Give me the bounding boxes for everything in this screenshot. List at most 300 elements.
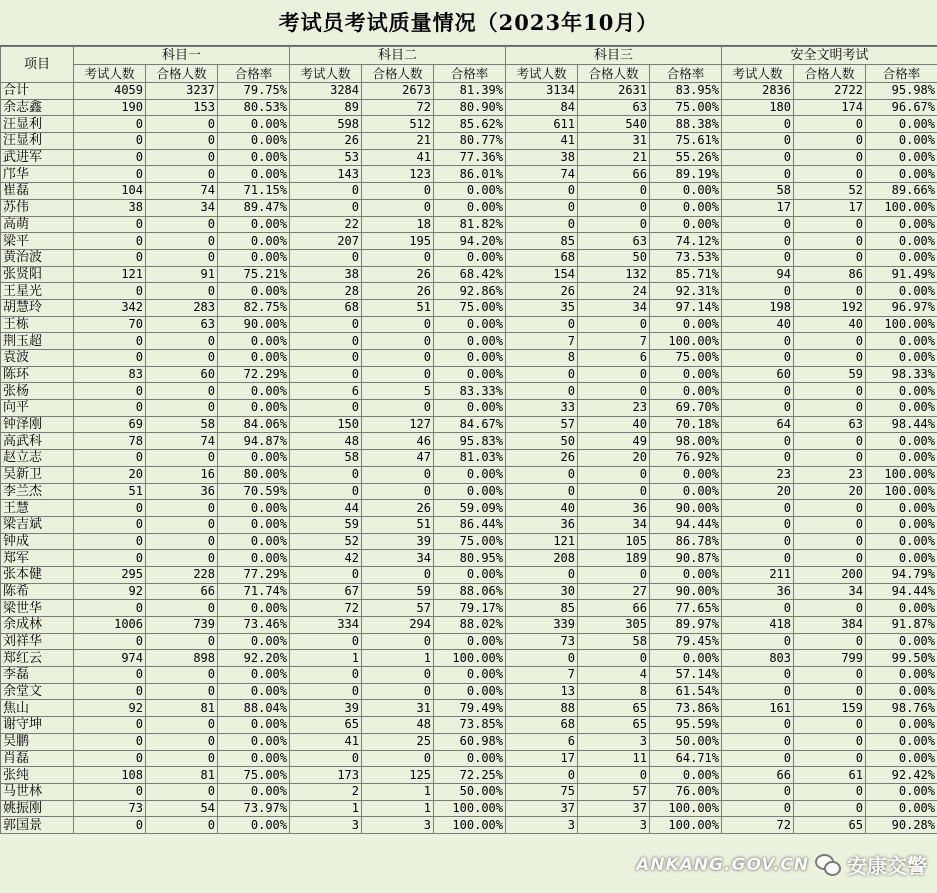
- table-cell: 5: [362, 383, 434, 400]
- table-cell: 189: [578, 550, 650, 567]
- table-cell: 100.00%: [866, 199, 937, 216]
- table-cell: 94.87%: [218, 433, 290, 450]
- table-cell: 153: [146, 99, 218, 116]
- row-label: 余志鑫: [1, 99, 74, 116]
- table-cell: 21: [578, 149, 650, 166]
- table-row: [1, 133, 937, 150]
- table-cell: 7: [506, 667, 578, 684]
- table-cell: 3: [578, 817, 650, 834]
- table-cell: 127: [362, 416, 434, 433]
- table-cell: 161: [722, 700, 794, 717]
- table-cell: 3: [578, 733, 650, 750]
- table-cell: 23: [722, 466, 794, 483]
- table-cell: 0: [722, 500, 794, 517]
- table-cell: 100.00%: [866, 466, 937, 483]
- group-header-subject1: 科目一: [74, 47, 290, 65]
- table-cell: 27: [578, 583, 650, 600]
- table-cell: 8: [578, 683, 650, 700]
- table-cell: 72.29%: [218, 366, 290, 383]
- table-cell: 94.20%: [434, 233, 506, 250]
- table-cell: 0: [794, 717, 866, 734]
- table-row: [1, 116, 937, 133]
- table-cell: 92.86%: [434, 283, 506, 300]
- row-label: 吴鹏: [1, 733, 74, 750]
- table-cell: 75.00%: [434, 299, 506, 316]
- table-cell: 84.06%: [218, 416, 290, 433]
- table-cell: 99.50%: [866, 650, 937, 667]
- table-cell: 0.00%: [650, 183, 722, 200]
- table-row: [1, 717, 937, 734]
- table-cell: 0: [722, 450, 794, 467]
- table-cell: 17: [506, 750, 578, 767]
- table-cell: 37: [506, 800, 578, 817]
- table-cell: 0: [722, 633, 794, 650]
- table-cell: 0: [74, 783, 146, 800]
- table-cell: 1: [290, 650, 362, 667]
- table-cell: 2722: [794, 83, 866, 100]
- table-cell: 50: [578, 249, 650, 266]
- table-cell: 0: [74, 333, 146, 350]
- row-label: 向平: [1, 400, 74, 417]
- table-cell: 0: [146, 116, 218, 133]
- table-cell: 44: [290, 500, 362, 517]
- table-cell: 0.00%: [218, 600, 290, 617]
- table-cell: 211: [722, 566, 794, 583]
- table-cell: 121: [74, 266, 146, 283]
- table-cell: 295: [74, 566, 146, 583]
- table-cell: 82.75%: [218, 299, 290, 316]
- table-cell: 0: [362, 633, 434, 650]
- table-cell: 79.45%: [650, 633, 722, 650]
- table-cell: 0.00%: [218, 516, 290, 533]
- table-cell: 59.09%: [434, 500, 506, 517]
- table-row: [1, 249, 937, 266]
- table-cell: 30: [506, 583, 578, 600]
- table-cell: 0: [74, 717, 146, 734]
- subheader-cell: 合格率: [218, 65, 290, 83]
- table-cell: 0.00%: [218, 450, 290, 467]
- row-label: 高武科: [1, 433, 74, 450]
- table-cell: 89.19%: [650, 166, 722, 183]
- row-label: 高萌: [1, 216, 74, 233]
- table-cell: 36: [146, 483, 218, 500]
- table-cell: 0: [506, 183, 578, 200]
- table-row: [1, 166, 937, 183]
- table-cell: 0.00%: [218, 233, 290, 250]
- table-cell: 90.28%: [866, 817, 937, 834]
- table-cell: 6: [578, 350, 650, 367]
- table-cell: 0: [794, 383, 866, 400]
- row-label: 陈环: [1, 366, 74, 383]
- table-cell: 0: [506, 483, 578, 500]
- table-cell: 91.87%: [866, 617, 937, 634]
- table-cell: 0.00%: [434, 667, 506, 684]
- table-cell: 68.42%: [434, 266, 506, 283]
- table-cell: 0: [794, 600, 866, 617]
- table-cell: 59: [290, 516, 362, 533]
- exam-quality-table: [0, 46, 937, 834]
- table-cell: 0: [290, 667, 362, 684]
- table-cell: 192: [794, 299, 866, 316]
- table-cell: 0: [578, 650, 650, 667]
- table-cell: 23: [794, 466, 866, 483]
- table-row: [1, 350, 937, 367]
- table-cell: 79.49%: [434, 700, 506, 717]
- table-cell: 86.44%: [434, 516, 506, 533]
- table-cell: 57: [578, 783, 650, 800]
- table-cell: 85: [506, 233, 578, 250]
- table-cell: 51: [362, 516, 434, 533]
- table-cell: 0: [74, 149, 146, 166]
- table-cell: 36: [506, 516, 578, 533]
- table-cell: 0: [794, 350, 866, 367]
- table-cell: 66: [578, 166, 650, 183]
- table-cell: 0: [722, 216, 794, 233]
- table-cell: 100.00%: [866, 483, 937, 500]
- table-cell: 38: [74, 199, 146, 216]
- table-cell: 66: [578, 600, 650, 617]
- table-cell: 75.00%: [650, 350, 722, 367]
- table-cell: 63: [578, 99, 650, 116]
- table-cell: 3284: [290, 83, 362, 100]
- table-cell: 26: [290, 133, 362, 150]
- table-cell: 92.20%: [218, 650, 290, 667]
- table-cell: 90.00%: [218, 316, 290, 333]
- table-cell: 0: [794, 800, 866, 817]
- table-cell: 100.00%: [434, 650, 506, 667]
- table-cell: 83.33%: [434, 383, 506, 400]
- table-cell: 83: [74, 366, 146, 383]
- table-cell: 77.29%: [218, 566, 290, 583]
- table-cell: 3: [506, 817, 578, 834]
- table-cell: 41: [362, 149, 434, 166]
- table-cell: 86.01%: [434, 166, 506, 183]
- table-cell: 34: [578, 516, 650, 533]
- table-cell: 0: [506, 566, 578, 583]
- table-cell: 0.00%: [218, 500, 290, 517]
- subheader-cell: 考试人数: [74, 65, 146, 83]
- table-cell: 100.00%: [434, 817, 506, 834]
- table-cell: 0: [722, 133, 794, 150]
- table-cell: 69: [74, 416, 146, 433]
- table-cell: 0.00%: [866, 350, 937, 367]
- table-cell: 0: [362, 400, 434, 417]
- table-cell: 0: [794, 533, 866, 550]
- table-cell: 36: [722, 583, 794, 600]
- table-cell: 384: [794, 617, 866, 634]
- row-label: 余堂文: [1, 683, 74, 700]
- table-cell: 0.00%: [866, 683, 937, 700]
- table-cell: 86.78%: [650, 533, 722, 550]
- table-cell: 0: [722, 600, 794, 617]
- table-cell: 79.75%: [218, 83, 290, 100]
- table-cell: 98.76%: [866, 700, 937, 717]
- table-cell: 0: [74, 533, 146, 550]
- table-cell: 0.00%: [866, 283, 937, 300]
- table-cell: 0: [362, 333, 434, 350]
- table-cell: 8: [506, 350, 578, 367]
- table-cell: 0: [74, 500, 146, 517]
- table-cell: 0: [362, 483, 434, 500]
- table-cell: 0: [290, 350, 362, 367]
- table-cell: 0: [794, 633, 866, 650]
- table-row: [1, 550, 937, 567]
- table-cell: 0: [578, 483, 650, 500]
- table-cell: 198: [722, 299, 794, 316]
- table-cell: 123: [362, 166, 434, 183]
- row-label: 谢守坤: [1, 717, 74, 734]
- table-cell: 73.46%: [218, 617, 290, 634]
- row-label: 汪显利: [1, 116, 74, 133]
- table-row: [1, 400, 937, 417]
- table-row: [1, 83, 937, 100]
- table-cell: 0: [146, 633, 218, 650]
- table-cell: 0: [146, 550, 218, 567]
- table-cell: 0: [506, 199, 578, 216]
- table-cell: 0.00%: [866, 400, 937, 417]
- table-cell: 0: [362, 750, 434, 767]
- table-cell: 0: [74, 550, 146, 567]
- page-title: 考试员考试质量情况（2023年10月）: [0, 0, 937, 46]
- table-cell: 0.00%: [218, 533, 290, 550]
- table-cell: 72: [362, 99, 434, 116]
- table-row: [1, 316, 937, 333]
- table-cell: 0: [74, 383, 146, 400]
- table-cell: 0: [146, 400, 218, 417]
- table-cell: 0: [146, 249, 218, 266]
- table-row: [1, 650, 937, 667]
- table-cell: 0: [794, 683, 866, 700]
- table-cell: 68: [506, 249, 578, 266]
- table-cell: 73.97%: [218, 800, 290, 817]
- table-cell: 0: [506, 316, 578, 333]
- table-cell: 89.66%: [866, 183, 937, 200]
- table-cell: 69.70%: [650, 400, 722, 417]
- group-header-subject3: 科目三: [506, 47, 722, 65]
- table-cell: 0: [722, 249, 794, 266]
- table-cell: 95.59%: [650, 717, 722, 734]
- table-cell: 0: [722, 550, 794, 567]
- table-cell: 0.00%: [218, 166, 290, 183]
- table-cell: 0: [290, 566, 362, 583]
- row-label: 邝华: [1, 166, 74, 183]
- table-cell: 20: [722, 483, 794, 500]
- table-row: [1, 566, 937, 583]
- table-cell: 174: [794, 99, 866, 116]
- table-cell: 0: [362, 466, 434, 483]
- row-label: 焦山: [1, 700, 74, 717]
- table-cell: 418: [722, 617, 794, 634]
- table-cell: 0: [794, 116, 866, 133]
- table-cell: 13: [506, 683, 578, 700]
- row-label: 郑军: [1, 550, 74, 567]
- table-cell: 0.00%: [218, 249, 290, 266]
- table-cell: 0.00%: [866, 516, 937, 533]
- table-cell: 83.95%: [650, 83, 722, 100]
- table-cell: 20: [578, 450, 650, 467]
- row-label: 崔磊: [1, 183, 74, 200]
- table-cell: 0: [146, 683, 218, 700]
- table-cell: 74.12%: [650, 233, 722, 250]
- subheader-cell: 合格率: [866, 65, 937, 83]
- table-cell: 0.00%: [650, 366, 722, 383]
- table-row: [1, 199, 937, 216]
- table-cell: 0: [362, 350, 434, 367]
- table-cell: 0.00%: [434, 199, 506, 216]
- table-cell: 0: [362, 249, 434, 266]
- watermark-site: ANKANG.GOV.CN: [636, 854, 809, 875]
- table-cell: 65: [794, 817, 866, 834]
- table-cell: 0.00%: [866, 433, 937, 450]
- table-cell: 57.14%: [650, 667, 722, 684]
- table-cell: 0: [74, 116, 146, 133]
- table-cell: 58: [578, 633, 650, 650]
- table-cell: 0: [74, 733, 146, 750]
- table-cell: 0: [74, 683, 146, 700]
- table-cell: 0: [146, 149, 218, 166]
- table-cell: 143: [290, 166, 362, 183]
- table-cell: 39: [290, 700, 362, 717]
- row-label: 荆玉超: [1, 333, 74, 350]
- table-cell: 76.92%: [650, 450, 722, 467]
- table-cell: 61.54%: [650, 683, 722, 700]
- row-label: 刘祥华: [1, 633, 74, 650]
- table-cell: 0.00%: [866, 550, 937, 567]
- table-cell: 37: [578, 800, 650, 817]
- table-cell: 100.00%: [650, 333, 722, 350]
- table-cell: 0.00%: [218, 717, 290, 734]
- table-cell: 84.67%: [434, 416, 506, 433]
- table-cell: 74: [506, 166, 578, 183]
- table-cell: 0.00%: [218, 817, 290, 834]
- table-cell: 0.00%: [218, 550, 290, 567]
- table-cell: 228: [146, 566, 218, 583]
- table-cell: 2: [290, 783, 362, 800]
- table-cell: 48: [290, 433, 362, 450]
- table-cell: 18: [362, 216, 434, 233]
- table-cell: 0: [146, 667, 218, 684]
- table-cell: 64: [722, 416, 794, 433]
- table-cell: 0: [794, 667, 866, 684]
- table-cell: 75.00%: [218, 767, 290, 784]
- table-cell: 108: [74, 767, 146, 784]
- table-cell: 0: [74, 350, 146, 367]
- table-cell: 0: [794, 333, 866, 350]
- table-cell: 0: [146, 717, 218, 734]
- table-cell: 0: [794, 550, 866, 567]
- table-cell: 57: [506, 416, 578, 433]
- subheader-cell: 合格率: [434, 65, 506, 83]
- table-cell: 34: [146, 199, 218, 216]
- table-cell: 0.00%: [650, 316, 722, 333]
- row-label: 钟泽刚: [1, 416, 74, 433]
- table-cell: 81: [146, 767, 218, 784]
- table-cell: 94.79%: [866, 566, 937, 583]
- table-cell: 26: [506, 283, 578, 300]
- table-cell: 0.00%: [434, 750, 506, 767]
- table-row: [1, 667, 937, 684]
- table-row: [1, 299, 937, 316]
- row-label: 张杨: [1, 383, 74, 400]
- table-cell: 0.00%: [866, 249, 937, 266]
- table-cell: 121: [506, 533, 578, 550]
- table-cell: 154: [506, 266, 578, 283]
- table-cell: 0: [146, 783, 218, 800]
- table-cell: 73.85%: [434, 717, 506, 734]
- table-cell: 739: [146, 617, 218, 634]
- table-cell: 342: [74, 299, 146, 316]
- table-cell: 58: [722, 183, 794, 200]
- table-cell: 96.97%: [866, 299, 937, 316]
- table-cell: 0.00%: [434, 400, 506, 417]
- table-cell: 31: [578, 133, 650, 150]
- table-cell: 132: [578, 266, 650, 283]
- table-cell: 974: [74, 650, 146, 667]
- table-row: [1, 466, 937, 483]
- table-cell: 80.53%: [218, 99, 290, 116]
- table-cell: 7: [578, 333, 650, 350]
- table-cell: 0.00%: [218, 667, 290, 684]
- table-cell: 76.00%: [650, 783, 722, 800]
- table-cell: 125: [362, 767, 434, 784]
- table-cell: 88.02%: [434, 617, 506, 634]
- table-cell: 0.00%: [650, 199, 722, 216]
- table-cell: 88.04%: [218, 700, 290, 717]
- table-cell: 207: [290, 233, 362, 250]
- table-cell: 16: [146, 466, 218, 483]
- table-row: [1, 767, 937, 784]
- row-label: 张贤阳: [1, 266, 74, 283]
- row-label: 吴新卫: [1, 466, 74, 483]
- table-cell: 73.86%: [650, 700, 722, 717]
- table-cell: 1: [362, 783, 434, 800]
- table-cell: 89.47%: [218, 199, 290, 216]
- table-cell: 24: [578, 283, 650, 300]
- table-cell: 0: [794, 400, 866, 417]
- table-cell: 0.00%: [218, 733, 290, 750]
- table-cell: 0: [794, 133, 866, 150]
- table-cell: 0: [722, 233, 794, 250]
- table-cell: 0.00%: [866, 233, 937, 250]
- table-cell: 0.00%: [218, 333, 290, 350]
- table-cell: 0.00%: [434, 350, 506, 367]
- table-cell: 0: [794, 433, 866, 450]
- table-cell: 84: [506, 99, 578, 116]
- table-row: [1, 533, 937, 550]
- table-row: [1, 633, 937, 650]
- table-cell: 0: [506, 650, 578, 667]
- table-cell: 0.00%: [866, 533, 937, 550]
- table-cell: 95.83%: [434, 433, 506, 450]
- table-cell: 0: [722, 516, 794, 533]
- table-cell: 40: [578, 416, 650, 433]
- table-cell: 80.00%: [218, 466, 290, 483]
- table-cell: 200: [794, 566, 866, 583]
- table-cell: 65: [578, 700, 650, 717]
- table-cell: 100.00%: [650, 800, 722, 817]
- table-cell: 91.49%: [866, 266, 937, 283]
- table-cell: 0: [74, 817, 146, 834]
- table-cell: 0: [74, 600, 146, 617]
- table-cell: 17: [794, 199, 866, 216]
- row-label: 合计: [1, 83, 74, 100]
- table-cell: 0: [506, 366, 578, 383]
- table-cell: 68: [290, 299, 362, 316]
- table-row: [1, 149, 937, 166]
- table-cell: 0: [74, 450, 146, 467]
- table-cell: 0.00%: [866, 450, 937, 467]
- table-cell: 80.90%: [434, 99, 506, 116]
